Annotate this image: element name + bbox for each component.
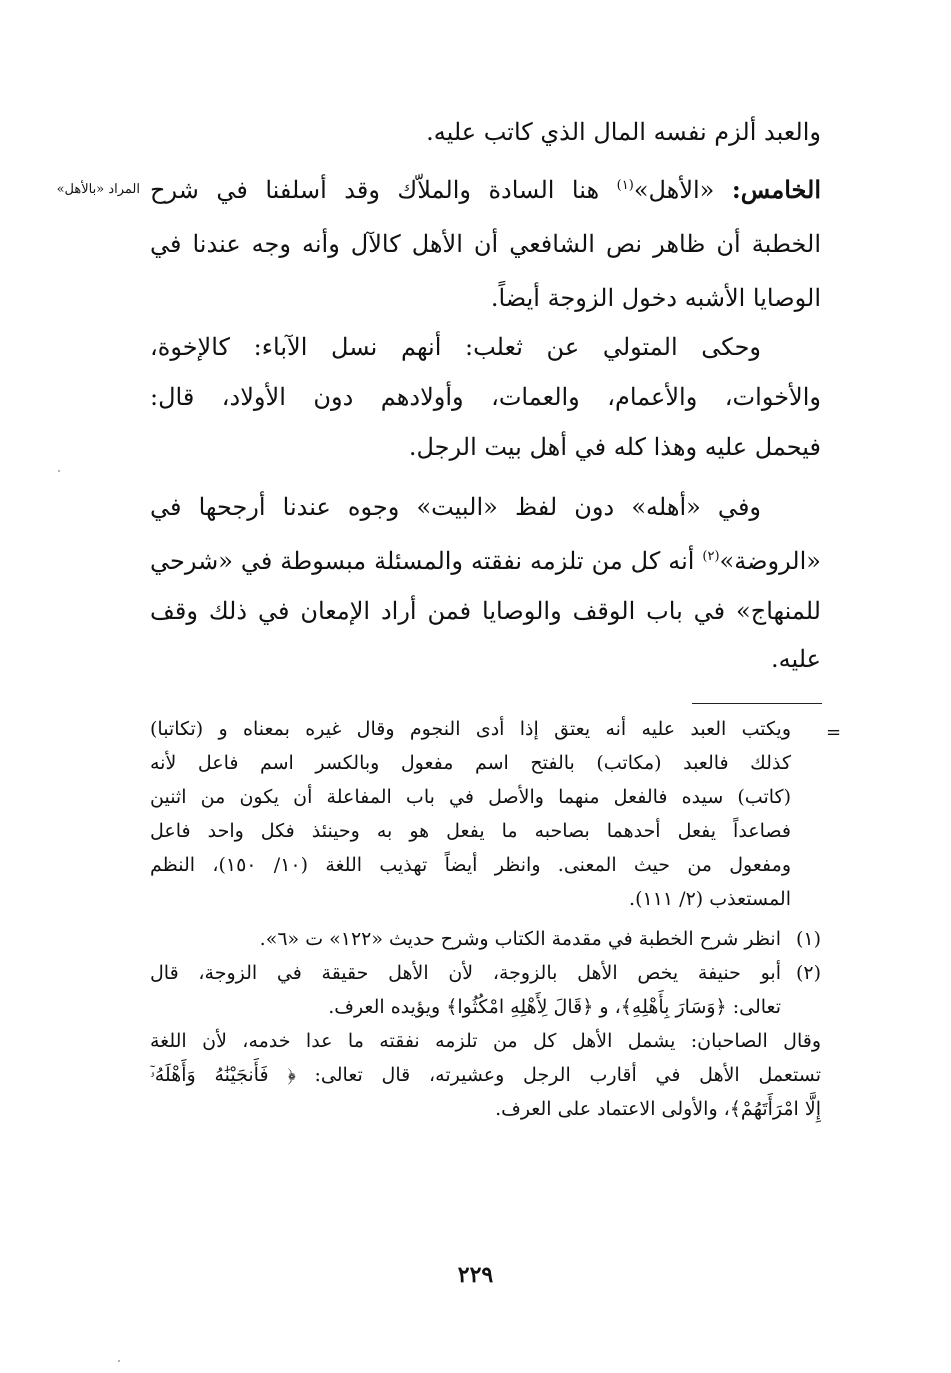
fifth-heading: الخامس: [731,175,821,204]
footnote-cont-line-1: ويكتب العبد عليه أنه يعتق إذا أدى النجوم وقال غيره بمعناه و (تكاتبا) [150,718,791,740]
body-line-4: الوصايا الأشبه دخول الزوجة أيضاً. [490,284,821,312]
body-line-8: وفي «أهله» دون لفظ «البيت» وجوه عندنا أرجحها في [150,493,761,521]
scan-speck [118,1360,120,1362]
footnote-1-number: (١) [795,928,821,950]
footnote-cont-line-2: كذلك فالعبد (مكاتب) بالفتح اسم مفعول وبالكسر اسم فاعل لأنه [150,752,791,774]
page-number: ٢٢٩ [457,1262,494,1288]
footnote-2-line-5: إِلَّا امْرَأَتَهُمْ﴾، والأولى الاعتماد على العرف. [495,1098,821,1120]
body-line-7: فيحمل عليه وهذا كله في أهل بيت الرجل. [408,433,821,461]
footnote-cont-line-6: المستعذب (٢/ ١١١). [629,888,791,910]
footnote-ref-2: (٢) [702,549,720,564]
body-line-3: الخطبة أن ظاهر نص الشافعي أن الأهل كالآل وأنه وجه عندنا في [150,230,821,258]
footnote-1-text: انظر شرح الخطبة في مقدمة الكتاب وشرح حديث «١٢٢» ت «٦». [259,928,781,950]
footnote-2-line-4: تستعمل الأهل في أقارب الرجل وعشيرته، قال تعالى: ﴿ فَأَنجَيْنَٰهُ وَأَهْلَهُۥٓ [150,1064,821,1086]
scan-speck [58,470,60,472]
footnote-separator [692,703,822,704]
body-line-fifth [150,175,821,205]
footnote-cont-line-4: فصاعداً يفعل أحدهما بصاحبه ما يفعل هو به وحينئذ فكل واحد فاعل [150,820,791,842]
footnote-2-line-3: وقال الصاحبان: يشمل الأهل كل من تلزمه نفقته ما عدا خدمه، لأن اللغة [150,1030,821,1052]
rawda-term: «الروضة» [719,547,821,575]
fifth-term: «الأهل» [633,176,715,204]
continuation-mark: = [826,722,842,743]
footnote-2-line-2: تعالى: ﴿وَسَارَ بِأَهْلِهِ﴾، و ﴿قَالَ لِأَهْلِهِ امْكُثُوا﴾ ويؤيده العرف. [328,996,781,1018]
body-line-1: والعبد ألزم نفسه المال الذي كاتب عليه. [426,118,821,146]
footnote-ref-1: (١) [616,178,634,193]
footnote-2-line-1: أبو حنيفة يخص الأهل بالزوجة، لأن الأهل حقيقة في الزوجة، قال [150,962,781,984]
body-line-9 [150,546,821,576]
body-line-5: وحكى المتولي عن ثعلب: أنهم نسل الآباء: كالإخوة، [150,333,761,361]
rawda-tail: أنه كل من تلزمه نفقته والمسئلة مبسوطة في «شرحي [150,547,695,575]
body-line-11: عليه. [770,645,821,673]
footnote-cont-line-3: (كاتب) سيده فالفعل منهما والأصل في باب المفاعلة أن يكون من اثنين [150,786,791,808]
body-line-6: والأخوات، والأعمام، والعمات، وأولادهم دون الأولاد، قال: [150,383,821,411]
footnote-2-number: (٢) [795,962,821,984]
margin-note: المراد «بالأهل» [56,182,140,197]
fifth-tail: هنا السادة والملاّك وقد أسلفنا في شرح [150,176,600,204]
body-line-10: للمنهاج» في باب الوقف والوصايا فمن أراد الإمعان في ذلك وقف [150,597,821,625]
footnote-cont-line-5: ومفعول من حيث المعنى. وانظر أيضاً تهذيب اللغة (١٠/ ١٥٠)، النظم [150,854,792,876]
